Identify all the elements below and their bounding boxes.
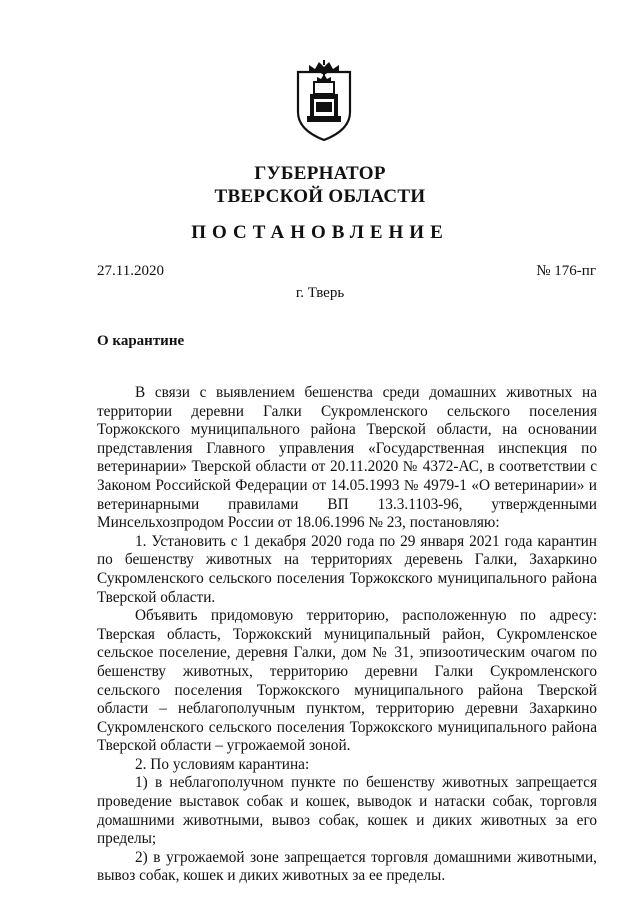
paragraph-subitem-1: 1) в неблагополучном пункте по бешенству животных запрещается проведение выставок собак и кошек, выводок и натаски собак, торговля домашними животными, вывоз собак, кошек и диких животных за его пределы; <box>97 774 597 848</box>
document-date: 27.11.2020 <box>97 263 164 279</box>
authority-region: ТВЕРСКОЙ ОБЛАСТИ <box>214 186 426 207</box>
document-body <box>97 384 597 886</box>
paragraph-preamble: В связи с выявлением бешенства среди домашних животных на территории деревни Галки Сукромленского сельского поселения Торжокского муниципального района Тверской области, на основании представления Главного управления «Государственная инспекция по ветеринарии» Тверской области от 20.11.2020 № 4372-АС, в соответствии с Законом Российской Федерации от 14.05.1993 № 4979-1 «О ветеринарии» и ветеринарными правилами ВП 13.3.1103-96, утвержденными Минсельхозпродом России от 18.06.1996 № 23, постановляю: <box>97 384 597 532</box>
document-type: ПОСТАНОВЛЕНИЕ <box>191 222 449 243</box>
authority-title: ГУБЕРНАТОР <box>254 163 386 184</box>
document-number: № 176-пг <box>536 263 596 279</box>
paragraph-item-1: 1. Установить с 1 декабря 2020 года по 29 января 2021 года карантин по бешенству животных на территориях деревень Галки, Захаркино Сукромленского сельского поселения Торжокского муниципального района Тверской области. <box>97 532 597 606</box>
paragraph-item-2: 2. По условиям карантина: <box>135 755 310 773</box>
paragraph-subitem-2: 2) в угрожаемой зоне запрещается торговля домашними животными, вывоз собак, кошек и диких животных за ее пределы. <box>97 848 597 885</box>
paragraph-declaration: Объявить придомовую территорию, расположенную по адресу: Тверская область, Торжокский муниципальный район, Сукромленское сельское поселение, деревня Галки, дом № 31, эпизоотическим очагом по бешенству животных, территорию деревни Галки Сукромленского сельского поселения Торжокского муниципального района Тверской области – неблагополучным пунктом, территорию деревни Захаркино Сукромленского сельского поселения Торжокского муниципального района Тверской области – угрожаемой зоной. <box>97 607 597 755</box>
tver-coat-of-arms-icon <box>295 60 353 142</box>
document-subject: О карантине <box>97 333 185 349</box>
document-city: г. Тверь <box>295 285 345 301</box>
